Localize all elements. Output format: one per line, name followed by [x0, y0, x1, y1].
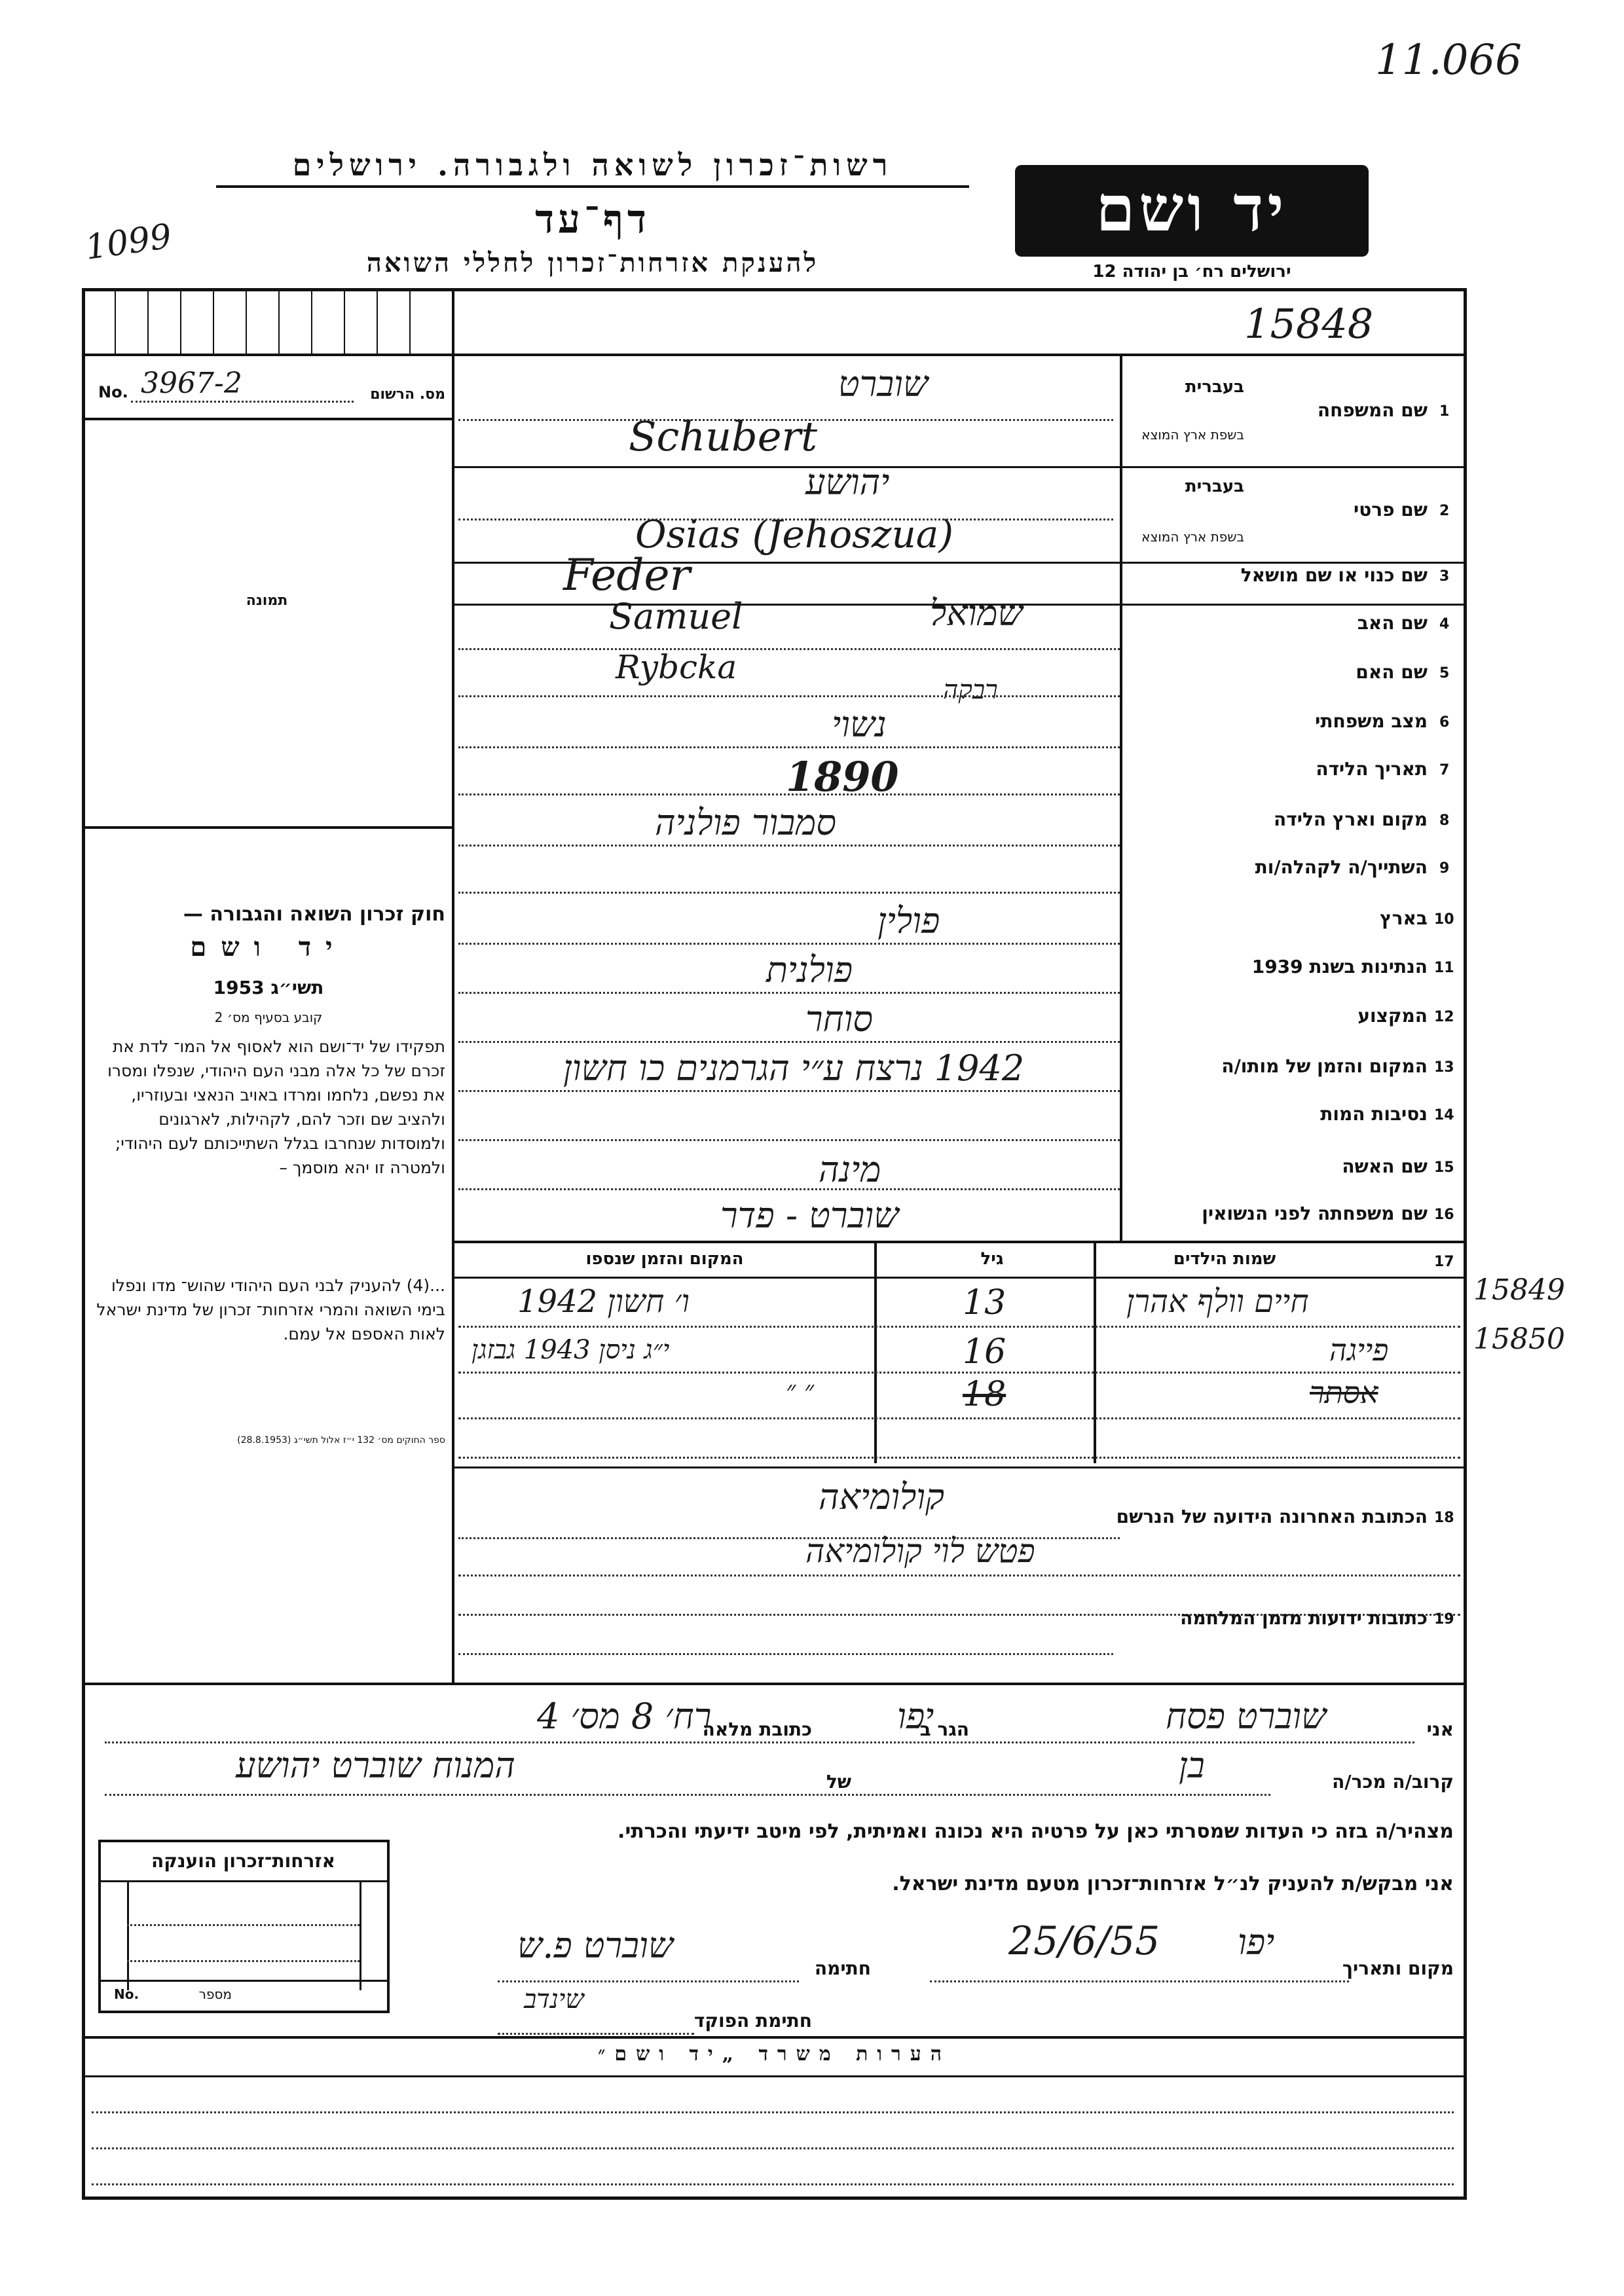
child-3-age: 18: [963, 1375, 1006, 1414]
field-7-number: 7: [1439, 762, 1450, 778]
statement-request: אני מבקש/ת להעניק לנ״ל אזרחות־זכרון מטעם מדינת ישראל.: [892, 1872, 1454, 1895]
field-18-label: הכתובת האחרונה הידועה של הנרשם: [1116, 1506, 1428, 1527]
field-11-label: הנתינות בשנת 1939: [1251, 956, 1428, 977]
address-label: כתובת מלאה: [702, 1719, 812, 1740]
field-6-label: מצב משפחתי: [1315, 710, 1428, 732]
field-5-label: שם האם: [1356, 661, 1428, 683]
signature-label: חתימה: [814, 1958, 871, 1979]
field-13-label: המקום והזמן של מותו/ה: [1221, 1055, 1428, 1077]
law-name: יד ושם: [190, 932, 347, 962]
field-2-number: 2: [1439, 503, 1450, 519]
field-2-hebrew-tag: בעברית: [1185, 477, 1244, 496]
address-line: ירושלים רח׳ בן יהודה 12: [1092, 262, 1291, 282]
law-text: תפקידו של יד־ושם הוא לאסוף אל המו־ לדת את זכרם של כל אלה מבני העם היהודי, שנפלו ומסרו את נפשם, נלחמו ומרדו באויב הנאצי ובעוזריו, ולהציב שם וזכר להם, לקהילות, לארגונים ולמוסדות שנחרבו בגלל השתייכותם לעם היהודי; ולמטרה זו יהא מוסמך –: [107, 1037, 445, 1177]
child-2-mark: 15850: [1473, 1322, 1565, 1356]
field-19-label: כתובות ידועות מזמן המלחמה: [1180, 1607, 1428, 1629]
field-3-label: שם כנוי או שם מושאל: [1240, 564, 1428, 586]
field-16-label: שם משפחתה לפני הנשואין: [1202, 1203, 1428, 1224]
field-10-number: 10: [1434, 911, 1454, 928]
field-13-number: 13: [1434, 1059, 1454, 1076]
resident-label: הגר ב: [919, 1719, 969, 1740]
registration-number: 3967-2: [141, 367, 242, 400]
children-age-header: גיל: [980, 1249, 1004, 1269]
field-17-number: 17: [1434, 1254, 1454, 1270]
declarant-value: שוברט פסח: [1166, 1696, 1327, 1737]
field-8-value: סמבור פולניה: [655, 802, 836, 843]
resident-value: יפו: [897, 1696, 934, 1737]
law-footnote: ספר החוקים מס׳ 132 י״ז אלול תשי״ג (28.8.1953): [237, 1435, 445, 1446]
citizenship-box: [98, 1840, 390, 2013]
citizenship-number-label: מספר: [198, 1986, 232, 2002]
field-10-label: בארץ: [1380, 907, 1428, 929]
stamp-number: 1099: [83, 217, 174, 268]
field-4-value: Samuel: [609, 596, 743, 637]
citizenship-title: אזרחות־זכרון הוענקה: [151, 1850, 335, 1872]
field-9-label: השתייך/ה לקהלה/ות: [1255, 856, 1428, 878]
child-2-name: פייגה: [1329, 1332, 1389, 1368]
form-subtitle: להענקת אזרחות־זכרון לחללי השואה: [366, 247, 819, 278]
field-1-value-hebrew: שוברט: [838, 363, 929, 405]
declarant-label: אני: [1426, 1719, 1454, 1740]
law-title: חוק זכרון השואה והגבורה —: [183, 903, 445, 926]
field-7-value: 1890: [786, 753, 899, 801]
form-title: דף־עד: [535, 196, 650, 242]
field-1-label: שם המשפחה: [1317, 399, 1428, 421]
field-13-value: 1942 נרצח ע״י הגרמנים כו חשון: [563, 1048, 1025, 1089]
child-3-name: אסתר: [1310, 1375, 1378, 1410]
sheet-number: 15848: [1244, 300, 1374, 348]
relative-value: בן: [1179, 1745, 1205, 1786]
children-names-header: שמות הילדים: [1173, 1249, 1276, 1269]
field-14-number: 14: [1434, 1107, 1454, 1123]
field-12-label: המקצוע: [1357, 1005, 1428, 1027]
signature-value: שוברט פ.ש: [517, 1925, 674, 1966]
field-16-number: 16: [1434, 1207, 1454, 1223]
field-2-value-original: Osias (Jehoszua): [635, 512, 954, 556]
official-signature-value: שינדב: [524, 1984, 584, 2014]
child-2-place: י״ג ניסן 1943 גבזגן: [471, 1335, 670, 1365]
field-6-value: נשוי: [832, 704, 887, 745]
field-4-label: שם האב: [1357, 612, 1428, 634]
children-place-header: המקום והזמן שנספו: [585, 1249, 744, 1269]
law-text-clause-4: ...(4) להעניק לבני העם היהודי שהוש־ מדו ונפלו בימי השואה והמרי אזרחות־ זכרון של מדינת ישראל לאות האספם אל עמם.: [96, 1276, 445, 1343]
field-4-value-hebrew: שמואל: [930, 592, 1023, 634]
corner-archive-number: 11.066: [1375, 36, 1522, 84]
place-value: יפו: [1238, 1922, 1275, 1963]
field-5-value: Rybcka: [616, 648, 737, 686]
field-2-value-hebrew: יהושע: [805, 462, 890, 503]
field-12-number: 12: [1434, 1009, 1454, 1025]
field-14-label: נסיבות המות: [1320, 1103, 1428, 1125]
of-value: המנוח שוברט יהושע: [236, 1745, 515, 1786]
field-9-number: 9: [1439, 860, 1450, 877]
field-6-number: 6: [1439, 714, 1450, 731]
field-12-value: סוחר: [805, 998, 874, 1040]
field-2-label: שם פרטי: [1353, 499, 1428, 520]
field-5-number: 5: [1439, 665, 1450, 682]
field-1-value-original: Schubert: [629, 412, 817, 460]
of-label: של: [826, 1771, 851, 1793]
field-16-value: שוברט - פדר: [720, 1195, 899, 1236]
field-15-label: שם האשה: [1342, 1156, 1428, 1177]
field-18-value: קולומיאה: [819, 1476, 945, 1518]
field-5-value-hebrew: רבקה: [943, 675, 998, 705]
address-value: רח׳ 8 מס׳ 4: [537, 1696, 712, 1737]
field-11-number: 11: [1434, 960, 1454, 976]
relative-label: קרוב/ה מכר/ה: [1332, 1771, 1454, 1793]
child-3-place: ״ ״: [786, 1376, 815, 1406]
field-8-number: 8: [1439, 812, 1450, 829]
child-1-age: 13: [963, 1283, 1006, 1322]
field-1-number: 1: [1439, 403, 1450, 420]
field-10-value: פולין: [877, 900, 940, 941]
field-3-value: Feder: [563, 550, 691, 600]
field-15-value: מינה: [819, 1149, 881, 1190]
field-4-number: 4: [1439, 616, 1450, 632]
child-2-age: 16: [963, 1332, 1006, 1372]
field-19-number: 19: [1434, 1611, 1454, 1628]
field-18-number: 18: [1434, 1510, 1454, 1526]
official-signature-label: חתימת הפוקד: [693, 2010, 812, 2032]
photo-label: תמונה: [246, 592, 288, 609]
registration-prefix: No.: [98, 383, 128, 401]
field-7-label: תאריך הלידה: [1316, 758, 1428, 780]
field-19-value: פטש לוי קולומיאה: [805, 1532, 1035, 1570]
statement-truth: מצהיר/ה בזה כי העדות שמסרתי כאן על פרטיה היא נכונה ואמיתית, לפי מיטב ידיעתי והכרתי.: [618, 1820, 1454, 1843]
logo-text: יד ושם: [1096, 172, 1288, 246]
law-clause: קובע בסעיף מס׳ 2: [214, 1010, 323, 1025]
citizenship-number-prefix: No.: [114, 1986, 139, 2002]
law-year: תשי״ג 1953: [213, 977, 324, 998]
field-2-origin-tag: בשפת ארץ המוצא: [1141, 529, 1244, 545]
child-1-name: חיים וולף אהרן: [1126, 1283, 1309, 1320]
field-1-hebrew-tag: בעברית: [1185, 377, 1244, 397]
field-8-label: מקום וארץ הלידה: [1274, 809, 1428, 830]
date-value: 25/6/55: [1008, 1918, 1160, 1964]
field-15-number: 15: [1434, 1159, 1454, 1176]
field-11-value: פולנית: [766, 949, 853, 991]
registration-label: מס. הרשום: [370, 386, 445, 403]
yad-vashem-logo: [1015, 165, 1369, 257]
field-3-number: 3: [1439, 568, 1450, 585]
field-1-origin-tag: בשפת ארץ המוצא: [1141, 427, 1244, 443]
child-1-mark: 15849: [1473, 1273, 1565, 1307]
place-date-label: מקום ותאריך: [1342, 1958, 1454, 1979]
authority-title: רשות־זכרון לשואה ולגבורה. ירושלים: [216, 147, 969, 188]
child-1-place: ו׳ חשון 1942: [517, 1283, 690, 1320]
remarks-title: הערות משרד „יד ושם״: [597, 2043, 951, 2066]
